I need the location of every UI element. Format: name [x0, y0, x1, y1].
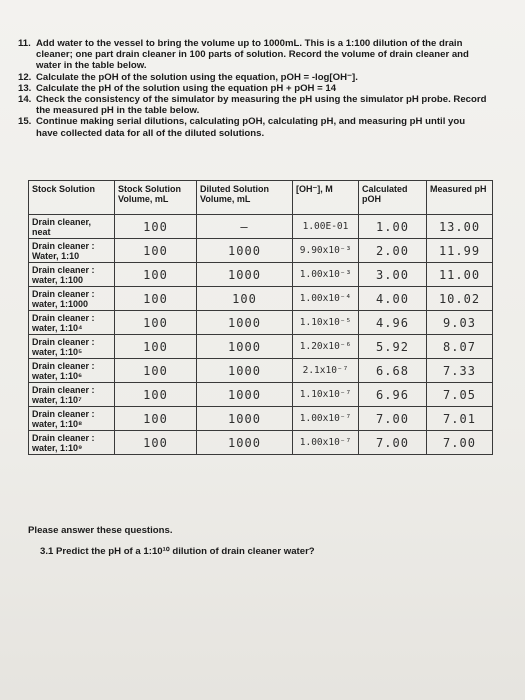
diluted-volume-cell: 1000: [197, 335, 293, 359]
step-number: 11.: [18, 38, 31, 49]
ph-cell: 9.03: [427, 311, 493, 335]
oh-cell: 1.00x10⁻⁷: [293, 431, 359, 455]
oh-cell: 1.00x10⁻⁷: [293, 407, 359, 431]
step-text: Calculate the pH of the solution using the equation pH + pOH = 14: [36, 82, 337, 94]
diluted-volume-cell: 1000: [197, 407, 293, 431]
diluted-volume-cell: 1000: [197, 359, 293, 383]
table-row: [29, 287, 493, 311]
step-text: Continue making serial dilutions, calculating pOH, calculating pH, and measuring pH until you have collected data for all of the diluted solutions.: [36, 116, 466, 139]
stock-volume-cell: 100: [115, 335, 197, 359]
oh-cell: 1.20x10⁻⁶: [293, 335, 359, 359]
poh-cell: 2.00: [359, 239, 427, 263]
diluted-volume-cell: 100: [197, 287, 293, 311]
oh-cell: 1.10x10⁻⁷: [293, 383, 359, 407]
diluted-volume-cell: 1000: [197, 383, 293, 407]
stock-cell: Drain cleaner : water, 1:10⁵: [29, 335, 115, 359]
poh-cell: 4.96: [359, 311, 427, 335]
table-row: [29, 335, 493, 359]
oh-cell: 1.00x10⁻³: [293, 263, 359, 287]
ph-cell: 7.33: [427, 359, 493, 383]
stock-volume-cell: 100: [115, 359, 197, 383]
ph-cell: 7.01: [427, 407, 493, 431]
instruction-step: [18, 94, 488, 116]
stock-cell: Drain cleaner : water, 1:1000: [29, 287, 115, 311]
step-text: Add water to the vessel to bring the volume up to 1000mL. This is a 1:100 dilution of the drain cleaner; one part drain cleaner in 100 parts of solution. Record the volume of drain cleaner and water in the table below.: [36, 38, 469, 72]
stock-volume-cell: 100: [115, 383, 197, 407]
stock-cell: Drain cleaner : water, 1:10⁹: [29, 431, 115, 455]
poh-cell: 6.96: [359, 383, 427, 407]
diluted-volume-cell: 1000: [197, 263, 293, 287]
step-text: Calculate the pOH of the solution using the equation, pOH = -log[OH⁻].: [36, 71, 358, 83]
stock-volume-cell: 100: [115, 431, 197, 455]
table-row: [29, 215, 493, 239]
stock-volume-cell: 100: [115, 263, 197, 287]
stock-cell: Drain cleaner : water, 1:10⁷: [29, 383, 115, 407]
answer-prompt: Please answer these questions.: [28, 525, 173, 536]
header-hydroxide-concentration: [OH⁻], M: [293, 181, 359, 215]
table-row: [29, 359, 493, 383]
poh-cell: 7.00: [359, 407, 427, 431]
diluted-volume-cell: 1000: [197, 239, 293, 263]
instruction-step: [18, 72, 488, 83]
instruction-list: [18, 38, 488, 139]
poh-cell: 1.00: [359, 215, 427, 239]
diluted-volume-cell: 1000: [197, 431, 293, 455]
poh-cell: 5.92: [359, 335, 427, 359]
stock-cell: Drain cleaner : water, 1:100: [29, 263, 115, 287]
oh-cell: 2.1x10⁻⁷: [293, 359, 359, 383]
instruction-step: [18, 38, 488, 72]
header-diluted-volume: Diluted Solution Volume, mL: [197, 181, 293, 215]
ph-cell: 8.07: [427, 335, 493, 359]
diluted-volume-cell: –: [197, 215, 293, 239]
ph-cell: 11.00: [427, 263, 493, 287]
step-number: 14.: [18, 94, 32, 106]
poh-cell: 4.00: [359, 287, 427, 311]
poh-cell: 7.00: [359, 431, 427, 455]
ph-cell: 10.02: [427, 287, 493, 311]
oh-cell: 1.00x10⁻⁴: [293, 287, 359, 311]
table-row: [29, 239, 493, 263]
step-number: 13.: [18, 82, 32, 94]
stock-volume-cell: 100: [115, 215, 197, 239]
header-calculated-poh: Calculated pOH: [359, 181, 427, 215]
oh-cell: 1.00E-01: [293, 215, 359, 239]
question-3-1: 3.1 Predict the pH of a 1:10¹⁰ dilution of drain cleaner water?: [40, 546, 315, 557]
stock-volume-cell: 100: [115, 287, 197, 311]
header-measured-ph: Measured pH: [427, 181, 493, 215]
table-row: [29, 431, 493, 455]
ph-cell: 7.05: [427, 383, 493, 407]
diluted-volume-cell: 1000: [197, 311, 293, 335]
instruction-step: [18, 83, 488, 94]
stock-cell: Drain cleaner : water, 1:10⁴: [29, 311, 115, 335]
ph-cell: 13.00: [427, 215, 493, 239]
step-number: 12.: [18, 71, 32, 83]
poh-cell: 6.68: [359, 359, 427, 383]
table-row: [29, 383, 493, 407]
oh-cell: 1.10x10⁻⁵: [293, 311, 359, 335]
dilution-data-table: [28, 180, 493, 455]
stock-cell: Drain cleaner, neat: [29, 215, 115, 239]
oh-cell: 9.90x10⁻³: [293, 239, 359, 263]
stock-cell: Drain cleaner : water, 1:10⁸: [29, 407, 115, 431]
stock-volume-cell: 100: [115, 311, 197, 335]
header-stock-volume: Stock Solution Volume, mL: [115, 181, 197, 215]
ph-cell: 7.00: [427, 431, 493, 455]
table-row: [29, 311, 493, 335]
header-stock-solution: Stock Solution: [29, 181, 115, 215]
stock-cell: Drain cleaner : Water, 1:10: [29, 239, 115, 263]
stock-volume-cell: 100: [115, 239, 197, 263]
step-number: 15.: [18, 116, 32, 128]
table-header-row: [29, 181, 493, 215]
stock-volume-cell: 100: [115, 407, 197, 431]
table-row: [29, 263, 493, 287]
instruction-step: [18, 116, 488, 138]
ph-cell: 11.99: [427, 239, 493, 263]
poh-cell: 3.00: [359, 263, 427, 287]
stock-cell: Drain cleaner : water, 1:10⁶: [29, 359, 115, 383]
table-row: [29, 407, 493, 431]
step-text: Check the consistency of the simulator by measuring the pH using the simulator pH probe. Record the measured pH in the table below.: [36, 94, 487, 117]
